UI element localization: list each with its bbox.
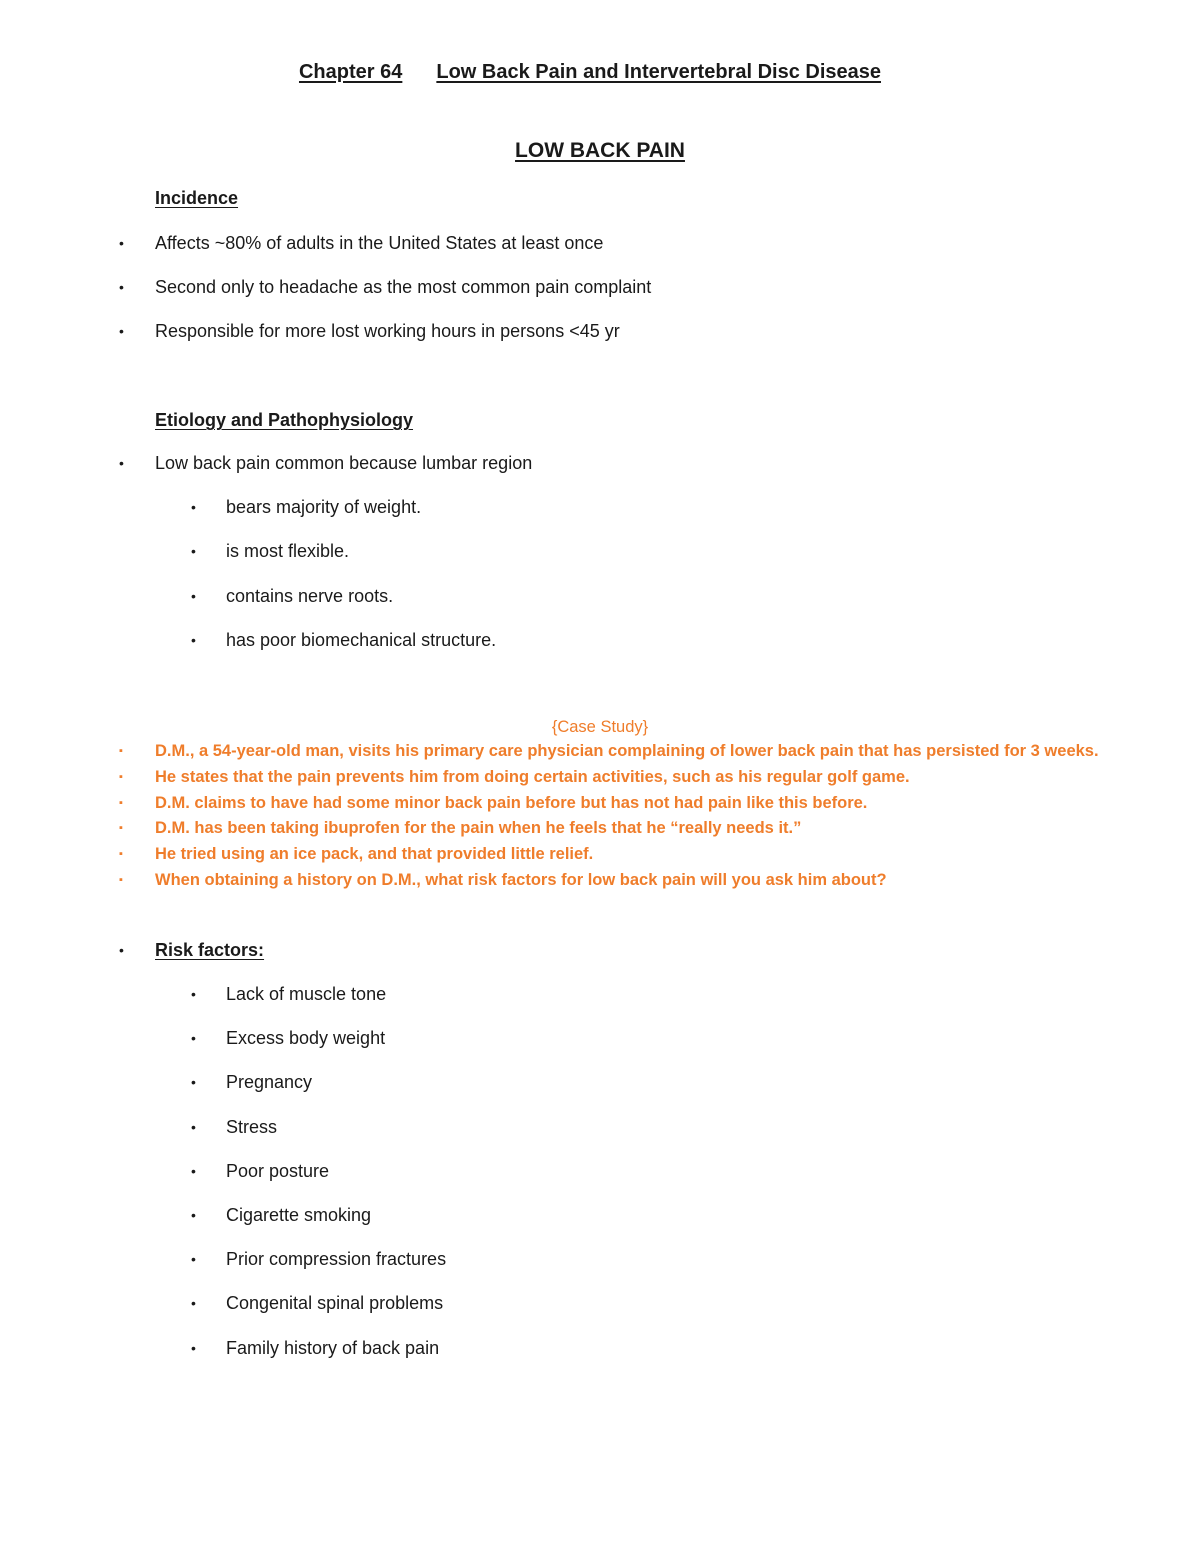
- risk-item: Congenital spinal problems: [226, 1293, 444, 1313]
- risk-item: Prior compression fractures: [226, 1249, 447, 1269]
- bullet-icon: •: [119, 942, 124, 958]
- section-heading: LOW BACK PAIN: [515, 139, 685, 162]
- case-study-item: D.M. claims to have had some minor back pain before but has not had pain like this before.: [155, 794, 868, 812]
- bullet-icon: •: [191, 588, 196, 604]
- bullet-icon: •: [191, 543, 196, 559]
- risk-item: Family history of back pain: [226, 1338, 440, 1358]
- risk-item: Excess body weight: [226, 1028, 386, 1048]
- bullet-icon: •: [191, 1030, 196, 1046]
- bullet-icon: •: [191, 1251, 196, 1267]
- bullet-icon: •: [191, 1119, 196, 1135]
- case-study-label: {Case Study}: [551, 718, 649, 736]
- etiology-lead: Low back pain common because lumbar region: [155, 453, 533, 473]
- bullet-icon: •: [191, 986, 196, 1002]
- bullet-icon: •: [191, 1295, 196, 1311]
- bullet-icon: •: [119, 235, 124, 251]
- bullet-icon: •: [191, 632, 196, 648]
- bullet-icon: •: [191, 1207, 196, 1223]
- bullet-icon: •: [191, 499, 196, 515]
- risk-item: Stress: [226, 1117, 278, 1137]
- bullet-icon: •: [119, 323, 124, 339]
- case-study-item: He states that the pain prevents him from doing certain activities, such as his regular golf game.: [155, 768, 910, 786]
- incidence-item: Responsible for more lost working hours in persons <45 yr: [155, 321, 620, 341]
- risk-item: Poor posture: [226, 1161, 330, 1181]
- risk-item: Pregnancy: [226, 1072, 313, 1092]
- bullet-icon: •: [119, 279, 124, 295]
- square-bullet-icon: ▪: [119, 797, 123, 809]
- chapter-name: Low Back Pain and Intervertebral Disc Disease: [436, 61, 881, 83]
- risk-title: Risk factors:: [155, 940, 265, 960]
- incidence-item: Second only to headache as the most common pain complaint: [155, 277, 652, 297]
- square-bullet-icon: ▪: [119, 848, 123, 860]
- case-study-item: D.M., a 54-year-old man, visits his primary care physician complaining of lower back pain that has persisted for 3 weeks.: [155, 742, 1099, 760]
- square-bullet-icon: ▪: [119, 745, 123, 757]
- bullet-icon: •: [191, 1163, 196, 1179]
- square-bullet-icon: ▪: [119, 771, 123, 783]
- bullet-icon: •: [191, 1074, 196, 1090]
- etiology-item: bears majority of weight.: [226, 497, 422, 517]
- etiology-title: Etiology and Pathophysiology: [155, 410, 414, 430]
- square-bullet-icon: ▪: [119, 874, 123, 886]
- etiology-item: is most flexible.: [226, 541, 350, 561]
- square-bullet-icon: ▪: [119, 822, 123, 834]
- case-study-item: When obtaining a history on D.M., what risk factors for low back pain will you ask him about?: [155, 871, 887, 889]
- etiology-item: has poor biomechanical structure.: [226, 630, 497, 650]
- case-study-item: D.M. has been taking ibuprofen for the pain when he feels that he “really needs it.”: [155, 819, 802, 837]
- incidence-title: Incidence: [155, 188, 239, 208]
- case-study-item: He tried using an ice pack, and that provided little relief.: [155, 845, 594, 863]
- chapter-number: Chapter 64: [298, 61, 403, 83]
- incidence-item: Affects ~80% of adults in the United States at least once: [155, 233, 604, 253]
- etiology-item: contains nerve roots.: [226, 586, 394, 606]
- risk-item: Lack of muscle tone: [226, 984, 387, 1004]
- risk-item: Cigarette smoking: [226, 1205, 372, 1225]
- bullet-icon: •: [191, 1340, 196, 1356]
- bullet-icon: •: [119, 455, 124, 471]
- chapter-title: [0, 61, 1180, 83]
